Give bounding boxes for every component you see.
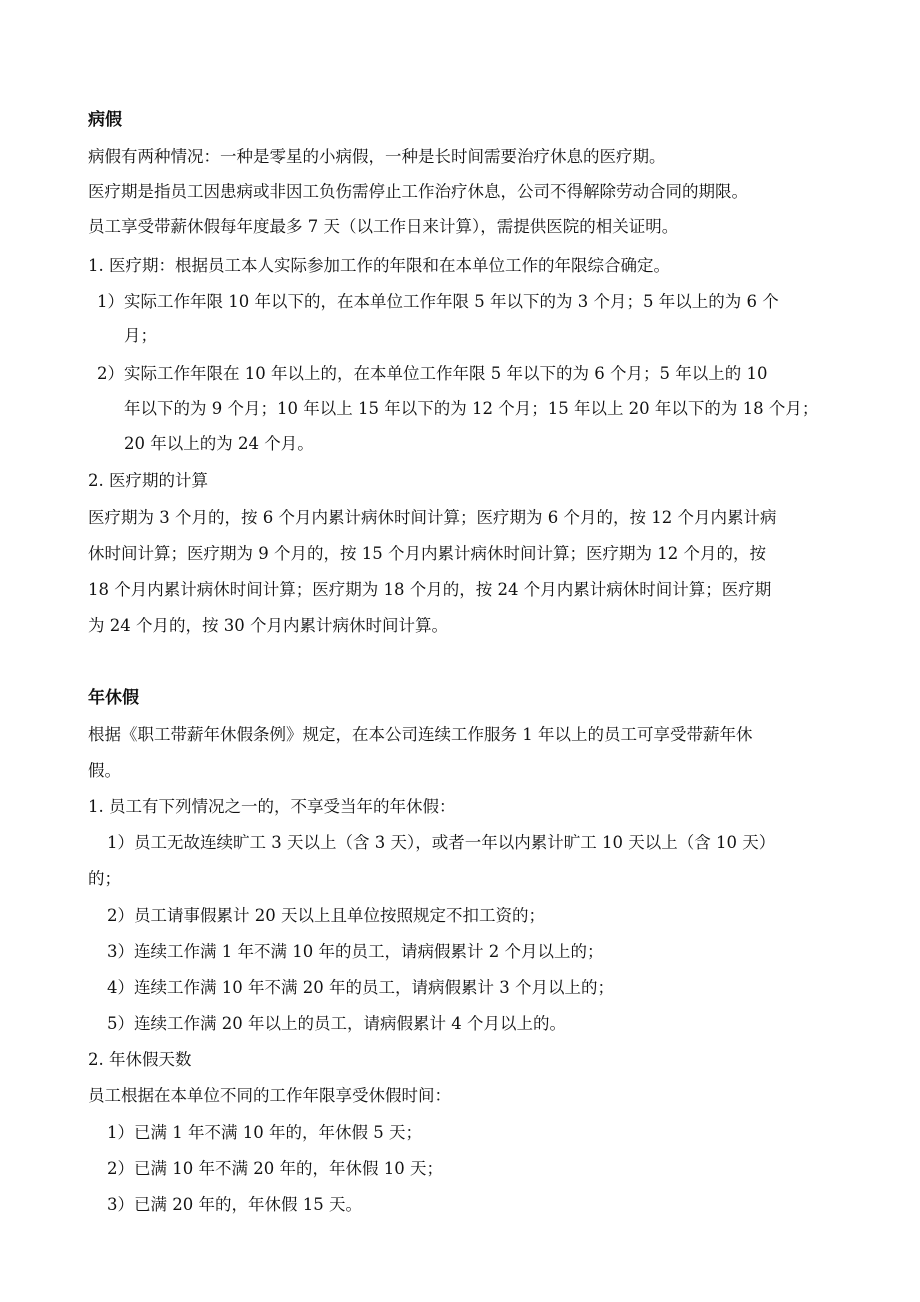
- list-item: 3）连续工作满 1 年不满 10 年的员工，请病假累计 2 个月以上的；: [107, 942, 604, 961]
- list-item-continuation: 年以下的为 9 个月；10 年以上 15 年以下的为 12 个月；15 年以上 20 年以下的为 18 个月；: [124, 399, 819, 418]
- numbered-item-title: 1. 员工有下列情况之一的，不享受当年的年休假：: [88, 797, 456, 816]
- paragraph-line: 员工享受带薪休假每年度最多 7 天（以工作日来计算），需提供医院的相关证明。: [88, 217, 679, 236]
- list-item: 3）已满 20 年的，年休假 15 天。: [107, 1195, 362, 1214]
- paragraph-line: 病假有两种情况：一种是零星的小病假，一种是长时间需要治疗休息的医疗期。: [88, 147, 666, 166]
- paragraph-line: 员工根据在本单位不同的工作年限享受休假时间：: [88, 1086, 451, 1105]
- list-item: 1）实际工作年限 10 年以下的，在本单位工作年限 5 年以下的为 3 个月；5 年以上的为 6 个: [97, 292, 779, 311]
- list-item: 2）已满 10 年不满 20 年的，年休假 10 天；: [107, 1159, 443, 1178]
- paragraph-line: 医疗期是指员工因患病或非因工负伤需停止工作治疗休息，公司不得解除劳动合同的期限。: [88, 182, 748, 201]
- paragraph-line: 医疗期为 3 个月的，按 6 个月内累计病休时间计算；医疗期为 6 个月的，按 12 个月内累计病: [88, 508, 777, 527]
- list-item: 1）员工无故连续旷工 3 天以上（含 3 天），或者一年以内累计旷工 10 天以上（含 10 天）: [107, 833, 776, 852]
- list-item-continuation: 20 年以上的为 24 个月。: [124, 434, 314, 453]
- list-item: 2）员工请事假累计 20 天以上且单位按照规定不扣工资的；: [107, 906, 545, 925]
- list-item: 4）连续工作满 10 年不满 20 年的员工，请病假累计 3 个月以上的；: [107, 978, 614, 997]
- list-item: 1）已满 1 年不满 10 年的，年休假 5 天；: [107, 1123, 422, 1142]
- numbered-item-title: 2. 医疗期的计算: [88, 471, 208, 490]
- paragraph-line: 假。: [88, 761, 121, 780]
- paragraph-line: 休时间计算；医疗期为 9 个月的，按 15 个月内累计病休时间计算；医疗期为 12 个月的，按: [88, 544, 766, 563]
- section-heading-sick-leave: 病假: [88, 110, 122, 130]
- list-item-continuation: 的；: [88, 869, 121, 888]
- section-heading-annual-leave: 年休假: [88, 688, 139, 708]
- numbered-item-title: 2. 年休假天数: [88, 1050, 192, 1069]
- paragraph-line: 为 24 个月的，按 30 个月内累计病休时间计算。: [88, 616, 448, 635]
- paragraph-line: 根据《职工带薪年休假条例》规定，在本公司连续工作服务 1 年以上的员工可享受带薪年休: [88, 725, 753, 744]
- list-item-continuation: 月；: [124, 326, 157, 345]
- paragraph-line: 18 个月内累计病休时间计算；医疗期为 18 个月的，按 24 个月内累计病休时间计算；医疗期: [88, 580, 772, 599]
- numbered-item-title: 1. 医疗期：根据员工本人实际参加工作的年限和在本单位工作的年限综合确定。: [88, 256, 670, 275]
- list-item: 5）连续工作满 20 年以上的员工，请病假累计 4 个月以上的。: [107, 1014, 566, 1033]
- list-item: 2）实际工作年限在 10 年以上的，在本单位工作年限 5 年以下的为 6 个月；5 年以上的 10: [97, 364, 768, 383]
